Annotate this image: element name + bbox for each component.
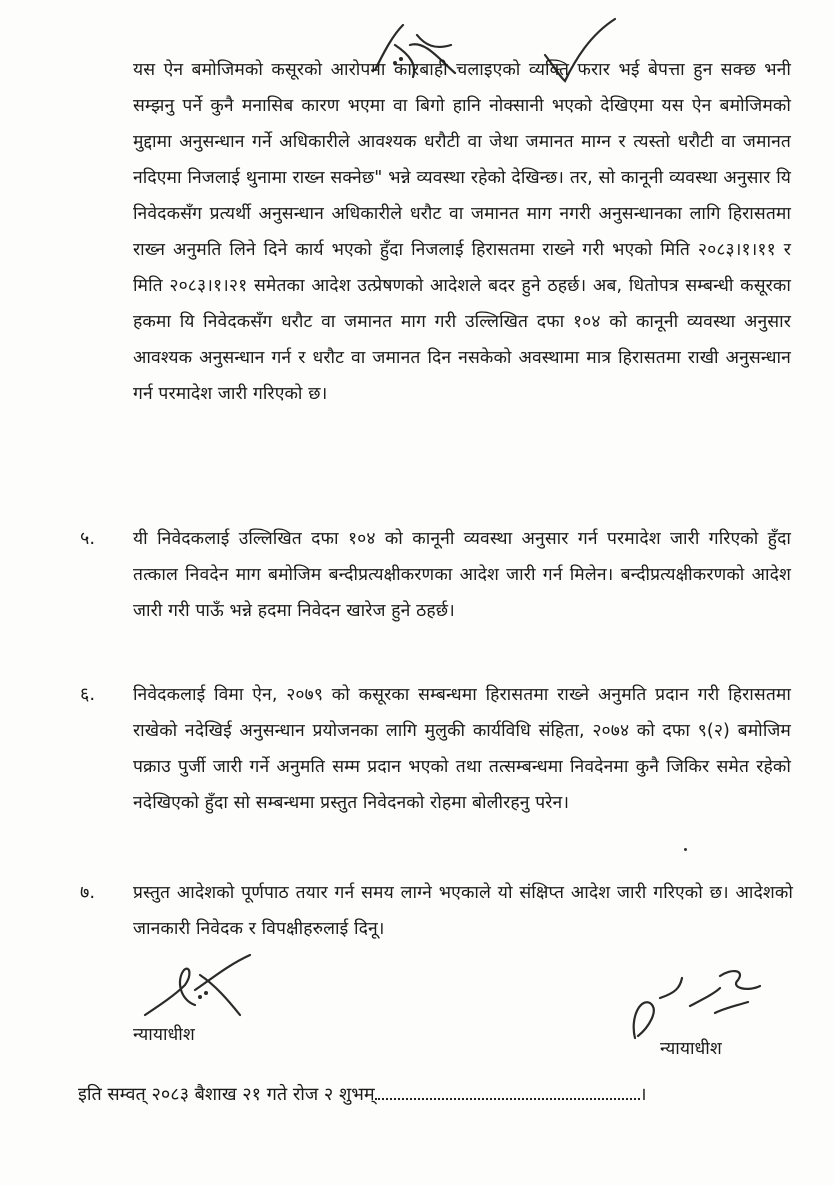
item-number: ७. xyxy=(80,882,96,903)
judge-label-right: न्यायाधीश xyxy=(660,1039,722,1059)
judge-label-left: न्यायाधीश xyxy=(133,1025,195,1045)
item-paragraph: निवेदकलाई विमा ऐन, २०७९ को कसूरका सम्बन्धमा हिरासतमा राख्ने अनुमति प्रदान गरी हिरासतमा राखेको नदेखिई अनुसन्धान प्रयोजनका लागि मुलुकी कार्यविधि संहिता, २०७४ को दफा ९(२) बमोजिम पक्राउ पुर्जी जारी गर्ने अनुमति सम्म प्रदान भएको तथा तत्सम्बन्धमा निवदेनमा कुनै जिकिर समेत रहेको नदेखिएको हुँदा सो सम्बन्धमा प्रस्तुत निवेदनको रोहमा बोलीरहनु परेन। xyxy=(133,685,791,813)
item-number: ५. xyxy=(80,528,96,549)
date-line-end-mark: । xyxy=(639,1084,647,1105)
judge-signature-left xyxy=(140,945,260,1025)
item-number: ६. xyxy=(80,684,96,705)
date-line-text: इति सम्वत् २०८३ बैशाख २१ गते रोज २ शुभम् xyxy=(78,1084,375,1105)
intro-paragraph: यस ऐन बमोजिमको कसूरको आरोपमा कारबाही चलाइएको व्यक्ति फरार भई बेपत्ता हुन सक्छ भनी सम्झनु पर्ने कुनै मनासिब कारण भएमा वा बिगो हानि नोक्सानी भएको देखिएमा यस ऐन बमोजिमको मुद्दामा अनुसन्धान गर्ने अधिकारीले आवश्यक धरौटी वा जेथा जमानत माग्न र त्यस्तो धरौटी वा जमानत नदिएमा निजलाई थुनामा राख्न सक्नेछ" भन्ने व्यवस्था रहेको देखिन्छ। तर, सो कानूनी व्यवस्था अनुसार यि निवेदकसँग प्रत्यर्थी अनुसन्धान अधिकारीले धरौट वा जमानत माग नगरी अनुसन्धानका लागि हिरासतमा राख्न अनुमति लिने दिने कार्य भएको हुँदा निजलाई हिरासतमा राख्ने गरी भएको मिति २०८३।१।११ र मिति २०८३।१।२१ समेतका आदेश उत्प्रेषणको आदेशले बदर हुने ठहर्छ। अब, धितोपत्र सम्बन्धी कसूरका हकमा यि निवेदकसँग धरौट वा जमानत माग गरी उल्लिखित दफा १०४ को कानूनी व्यवस्था अनुसार आवश्यक अनुसन्धान गर्न र धरौट वा जमानत दिन नसकेको अवस्थामा मात्र हिरासतमा राखी अनुसन्धान गर्न परमादेश जारी गरिएको छ। xyxy=(133,60,791,404)
item-paragraph: प्रस्तुत आदेशको पूर्णपाठ तयार गर्न समय लाग्ने भएकाले यो संक्षिप्त आदेश जारी गरिएको छ। आदेशको जानकारी निवेदक र विपक्षीहरुलाई दिनू। xyxy=(133,883,793,939)
dotted-fill xyxy=(375,1084,640,1100)
item-paragraph: यी निवेदकलाई उल्लिखित दफा १०४ को कानूनी व्यवस्था अनुसार गर्न परमादेश जारी गरिएको हुँदा तत्काल निवदेन माग बमोजिम बन्दीप्रत्यक्षीकरणका आदेश जारी गर्न मिलेन। बन्दीप्रत्यक्षीकरणको आदेश जारी गरी पाऊँ भन्ने हदमा निवेदन खारेज हुने ठहर्छ। xyxy=(133,529,791,621)
date-line xyxy=(78,1082,647,1106)
stray-dot xyxy=(684,848,687,851)
judge-signature-right xyxy=(620,958,780,1048)
